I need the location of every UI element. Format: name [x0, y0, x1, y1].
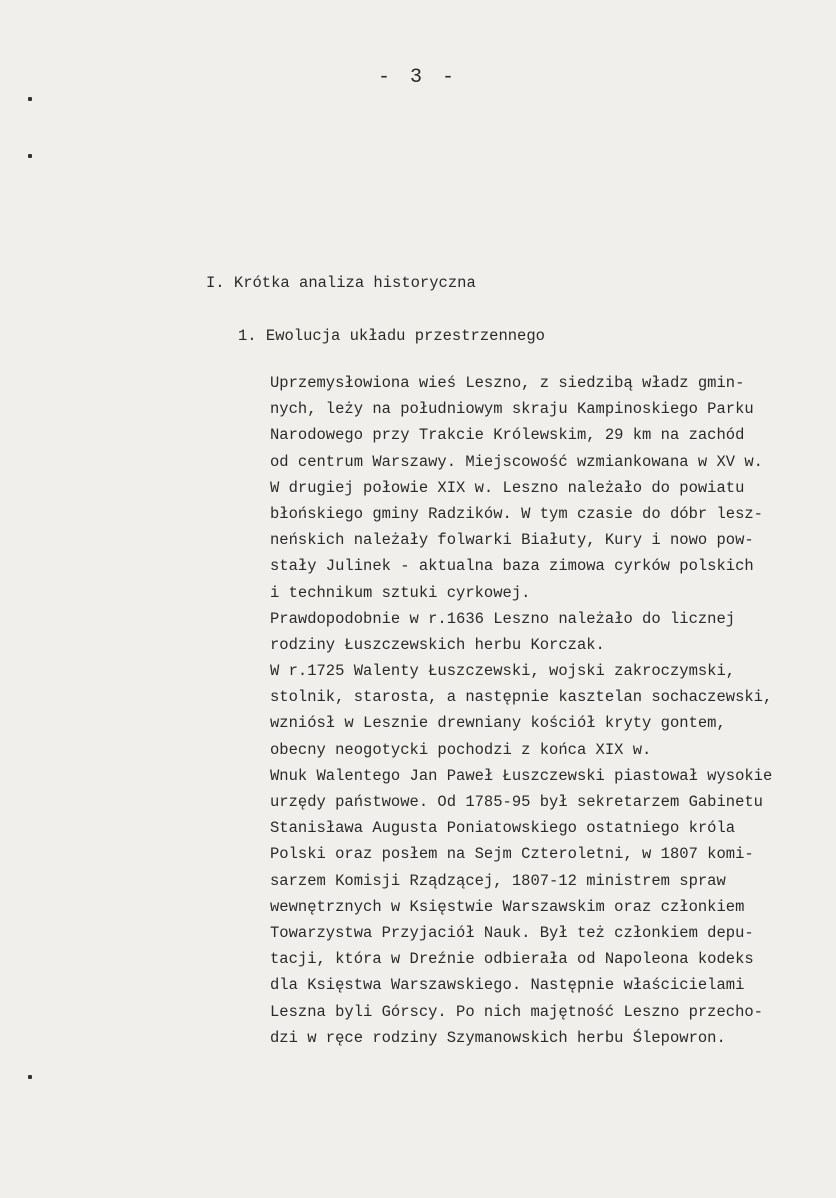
- section-heading: I. Krótka analiza historyczna: [206, 274, 476, 292]
- subsection-heading: 1. Ewolucja układu przestrzennego: [238, 327, 545, 345]
- text-line: Polski oraz posłem na Sejm Czteroletni, w 1807 komi-: [270, 845, 754, 864]
- text-line: dzi w ręce rodziny Szymanowskich herbu Ślepowron.: [270, 1028, 726, 1047]
- text-line: Wnuk Walentego Jan Paweł Łuszczewski piastował wysokie: [270, 766, 773, 785]
- margin-mark: [28, 154, 32, 158]
- margin-mark: [28, 97, 32, 101]
- text-line: rodziny Łuszczewskich herbu Korczak.: [270, 635, 605, 654]
- text-line: dla Księstwa Warszawskiego. Następnie właścicielami: [270, 976, 745, 995]
- text-line: Stanisława Augusta Poniatowskiego ostatniego króla: [270, 819, 736, 838]
- body-paragraphs: [270, 370, 830, 1051]
- text-line: wzniósł w Lesznie drewniany kościół kryty gontem,: [270, 714, 726, 733]
- text-line: i technikum sztuki cyrkowej.: [270, 583, 531, 602]
- text-line: stolnik, starosta, a następnie kasztelan sochaczewski,: [270, 688, 773, 707]
- text-line: Prawdopodobnie w r.1636 Leszno należało do licznej: [270, 609, 736, 628]
- text-line: od centrum Warszawy. Miejscowość wzmiankowana w XV w.: [270, 452, 763, 471]
- text-line: Towarzystwa Przyjaciół Nauk. Był też członkiem depu-: [270, 923, 754, 942]
- text-line: sarzem Komisji Rządzącej, 1807-12 ministrem spraw: [270, 871, 726, 890]
- text-line: stały Julinek - aktualna baza zimowa cyrków polskich: [270, 557, 754, 576]
- text-line: W r.1725 Walenty Łuszczewski, wojski zakroczymski,: [270, 662, 736, 681]
- text-line: neńskich należały folwarki Białuty, Kury i nowo pow-: [270, 531, 754, 550]
- text-line: Narodowego przy Trakcie Królewskim, 29 km na zachód: [270, 426, 745, 445]
- page-number: - 3 -: [377, 66, 458, 89]
- text-line: Uprzemysłowiona wieś Leszno, z siedzibą władz gmin-: [270, 374, 745, 392]
- text-line: nych, leży na południowym skraju Kampinoskiego Parku: [270, 400, 754, 419]
- text-line: obecny neogotycki pochodzi z końca XIX w.: [270, 740, 652, 759]
- text-line: tacji, która w Dreźnie odbierała od Napoleona kodeks: [270, 950, 754, 969]
- text-line: Leszna byli Górscy. Po nich majętność Leszno przecho-: [270, 1002, 763, 1021]
- text-line: W drugiej połowie XIX w. Leszno należało do powiatu: [270, 478, 745, 497]
- text-line: urzędy państwowe. Od 1785-95 był sekretarzem Gabinetu: [270, 793, 763, 811]
- margin-mark: [28, 1075, 32, 1079]
- text-line: błońskiego gminy Radzików. W tym czasie do dóbr lesz-: [270, 504, 763, 523]
- text-line: wewnętrznych w Księstwie Warszawskim oraz członkiem: [270, 897, 745, 916]
